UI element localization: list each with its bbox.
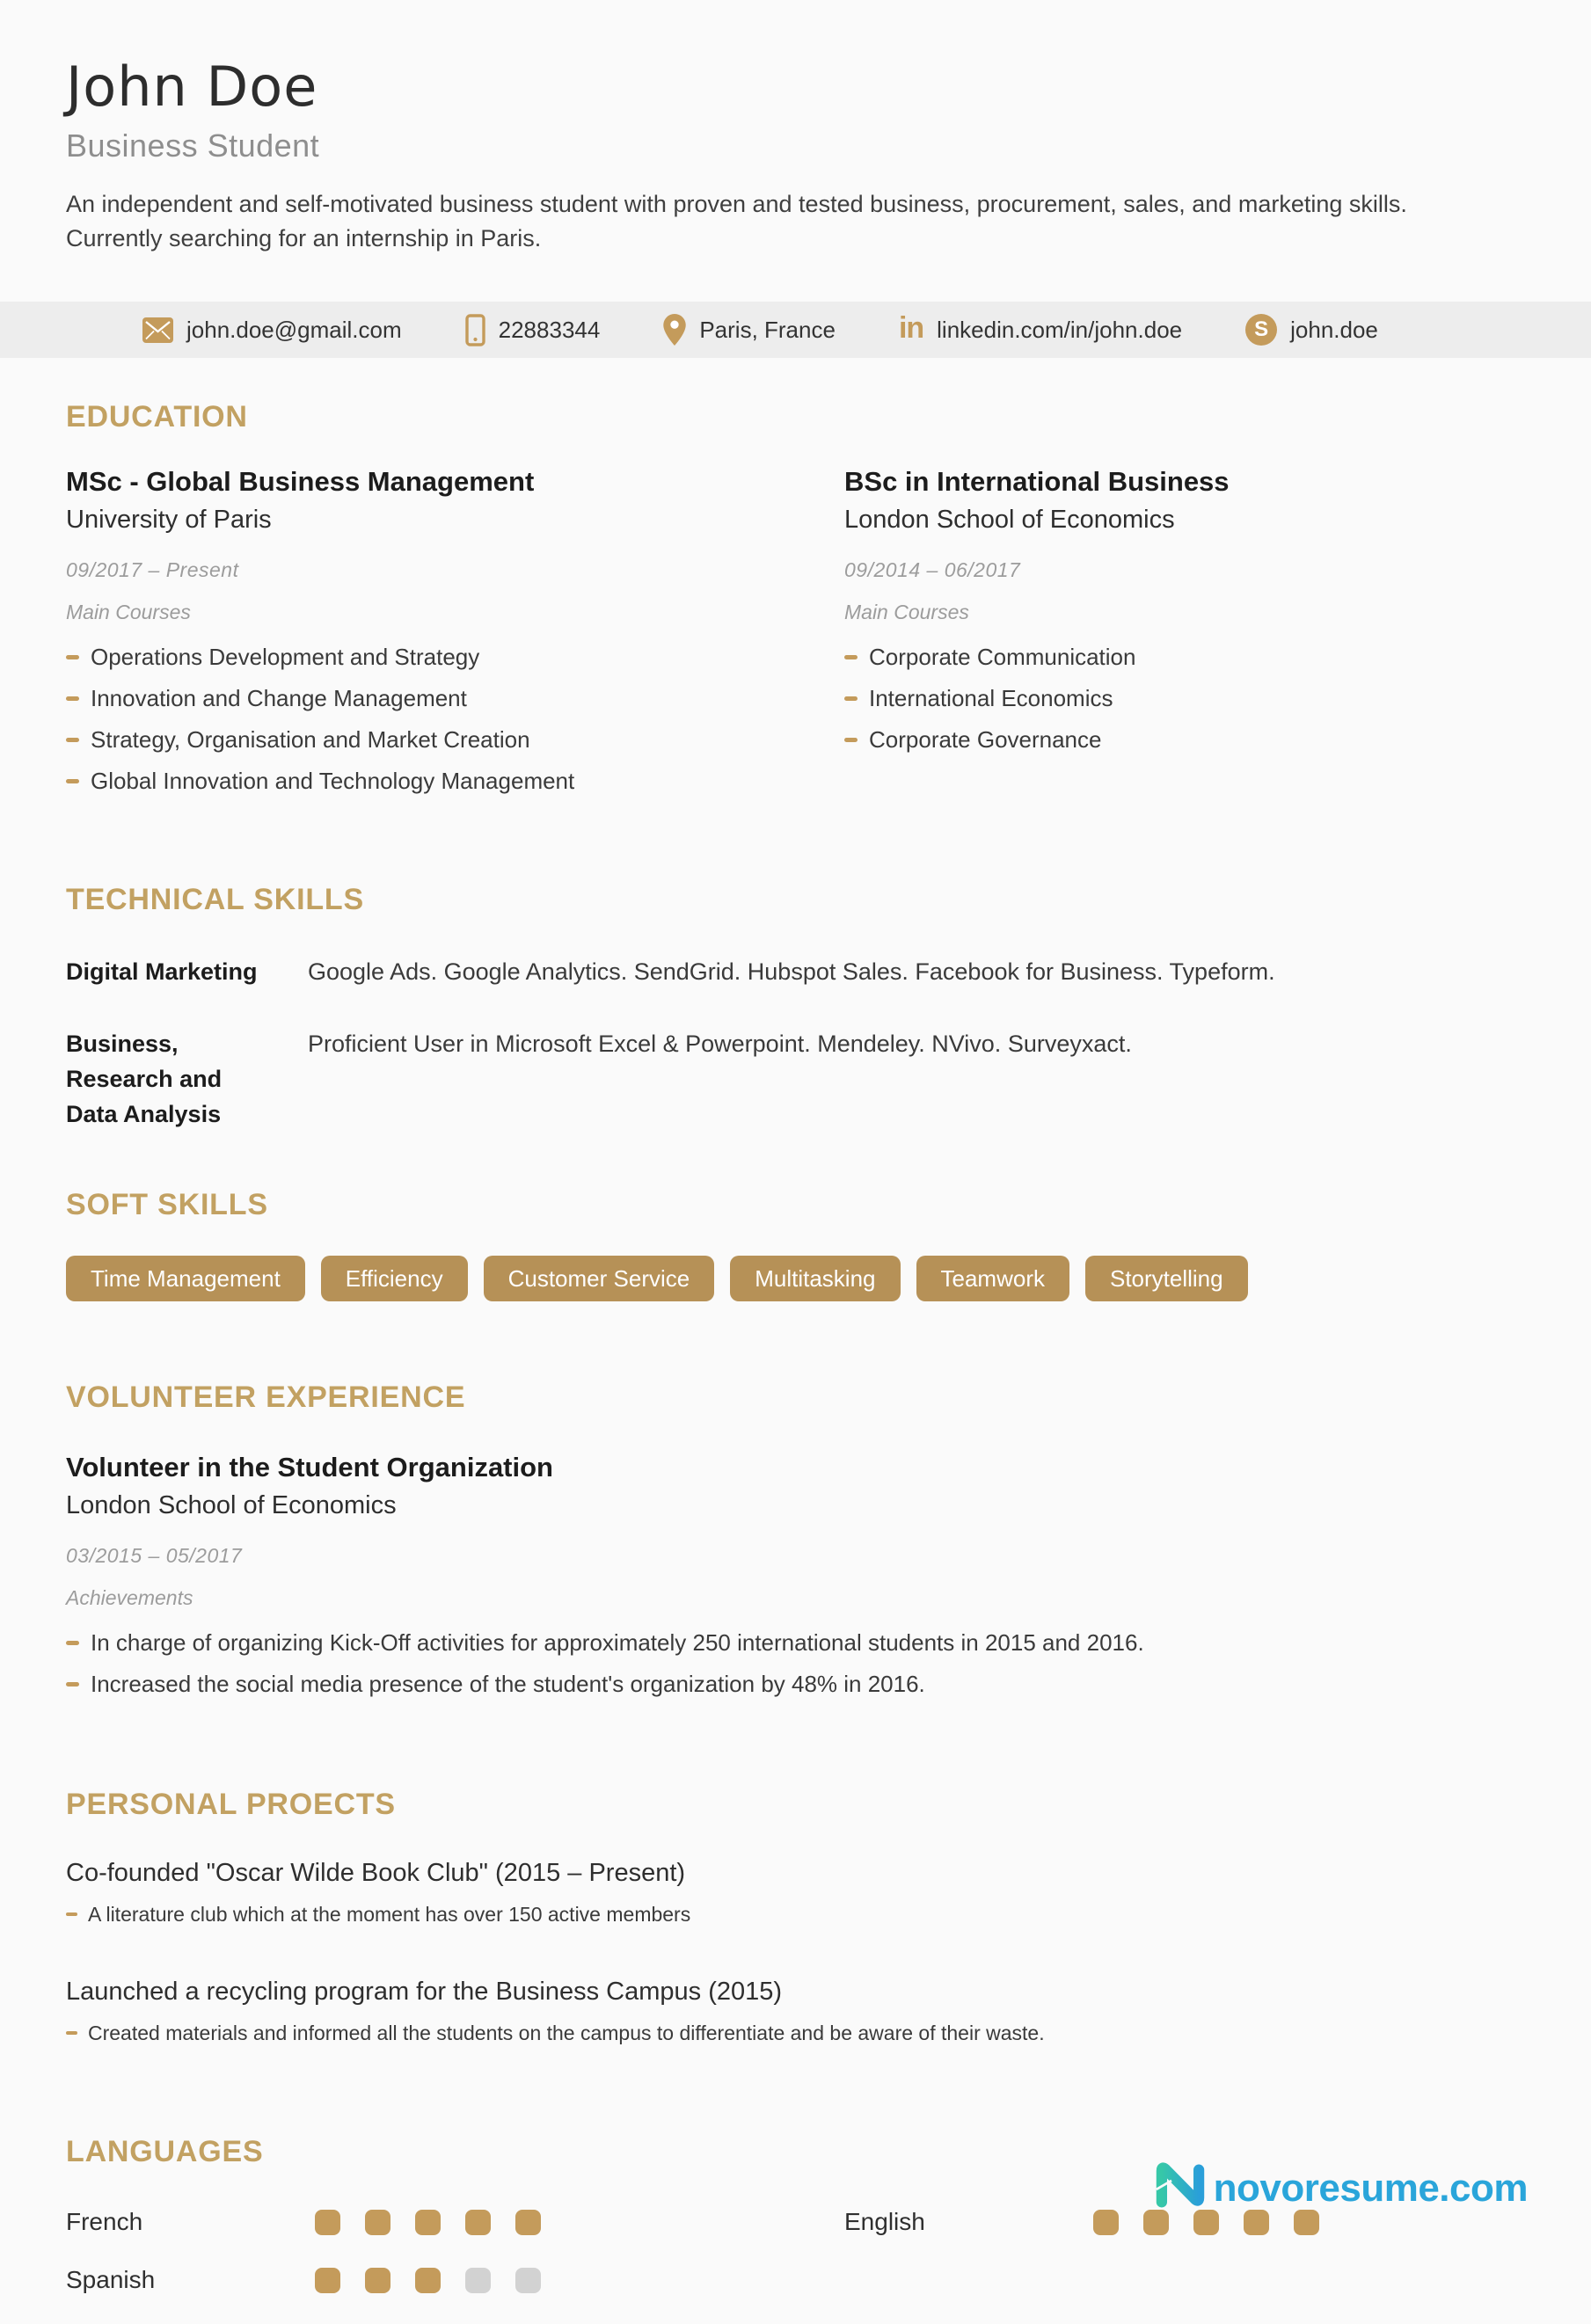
job-title: Business Student — [66, 127, 320, 164]
contact-item-location[interactable] — [663, 314, 836, 346]
dash-bullet-icon — [66, 1641, 79, 1645]
level-square — [1193, 2210, 1219, 2235]
level-square — [365, 2268, 390, 2293]
dash-bullet-icon — [66, 1912, 77, 1916]
course-item: Innovation and Change Management — [66, 678, 844, 719]
soft-skill-tag: Customer Service — [484, 1256, 715, 1301]
education-entry — [844, 466, 1525, 802]
languages-left-column — [66, 2208, 844, 2324]
contact-item-phone[interactable] — [465, 314, 601, 346]
level-square — [415, 2268, 441, 2293]
course-item: Strategy, Organisation and Market Creation — [66, 719, 844, 761]
language-level-indicator — [315, 2268, 541, 2293]
education-entry — [66, 466, 844, 802]
level-square — [1244, 2210, 1269, 2235]
dash-bullet-icon — [66, 738, 79, 742]
skill-value: Google Ads. Google Analytics. SendGrid. Hubspot Sales. Facebook for Business. Typeform. — [308, 958, 1275, 986]
school-name: University of Paris — [66, 506, 272, 535]
level-square — [515, 2210, 541, 2235]
section-technical-skills — [66, 883, 1525, 1132]
section-personal-projects — [66, 1788, 1525, 2049]
project-bullet: A literature club which at the moment has over 150 active members — [66, 1898, 1525, 1930]
dash-bullet-icon — [66, 779, 79, 783]
email-icon — [142, 317, 173, 343]
volunteer-section-title: VOLUNTEER EXPERIENCE — [66, 1381, 466, 1415]
soft-skill-tag: Multitasking — [730, 1256, 900, 1301]
technical-skills-section-title: TECHNICAL SKILLS — [66, 883, 364, 917]
skill-row — [66, 1026, 1525, 1132]
dash-bullet-icon — [844, 738, 858, 742]
achievement-item: Increased the social media presence of the student's organization by 48% in 2016. — [66, 1664, 1525, 1705]
courses-label: Main Courses — [844, 601, 969, 624]
course-item: Corporate Communication — [844, 637, 1525, 678]
summary-text: An independent and self-motivated business student with proven and tested business, procurement, sales, and marketing skills. Currently searching for an internship in Paris. — [66, 191, 1407, 252]
contact-skype-text: john.doe — [1290, 316, 1378, 343]
dash-bullet-icon — [66, 696, 79, 701]
volunteer-date-range: 03/2015 – 05/2017 — [66, 1544, 243, 1568]
level-square — [1093, 2210, 1119, 2235]
header — [0, 0, 1591, 256]
language-row — [66, 2208, 844, 2236]
skill-row — [66, 954, 1525, 989]
course-item: Operations Development and Strategy — [66, 637, 844, 678]
contact-phone-text: 22883344 — [498, 316, 601, 343]
person-name: John Doe — [66, 55, 318, 119]
volunteer-organization: London School of Economics — [66, 1491, 397, 1520]
novoresume-logo-text: novoresume.com — [1213, 2166, 1528, 2210]
project-entry — [66, 1978, 1525, 2049]
phone-icon — [465, 314, 485, 346]
contact-location-text: Paris, France — [699, 316, 836, 343]
soft-skills-section-title: SOFT SKILLS — [66, 1188, 268, 1222]
volunteer-role-title: Volunteer in the Student Organization — [66, 1452, 553, 1483]
soft-skill-tag: Efficiency — [321, 1256, 468, 1301]
level-square — [415, 2210, 441, 2235]
language-row — [844, 2208, 1525, 2236]
achievement-item: In charge of organizing Kick-Off activities for approximately 250 international students in 2015 and 2016. — [66, 1622, 1525, 1664]
level-square — [1143, 2210, 1169, 2235]
dash-bullet-icon — [844, 655, 858, 659]
achievements-label: Achievements — [66, 1586, 193, 1610]
contact-item-linkedin[interactable] — [899, 313, 1182, 346]
project-entry — [66, 1859, 1525, 1930]
project-title: Launched a recycling program for the Business Campus (2015) — [66, 1978, 783, 2007]
section-soft-skills — [66, 1188, 1525, 1301]
contact-item-skype[interactable] — [1245, 314, 1378, 346]
language-name: English — [844, 2208, 925, 2236]
course-item: Corporate Governance — [844, 719, 1525, 761]
date-range: 09/2017 – Present — [66, 558, 239, 582]
novoresume-logo[interactable] — [1156, 2164, 1528, 2212]
course-item: International Economics — [844, 678, 1525, 719]
section-volunteer-experience — [66, 1381, 1525, 1705]
skill-label: Business, Research and Data Analysis — [66, 1031, 223, 1128]
skill-label: Digital Marketing — [66, 958, 258, 986]
course-item: Global Innovation and Technology Management — [66, 761, 844, 802]
school-name: London School of Economics — [844, 506, 1175, 535]
level-square — [465, 2268, 491, 2293]
novoresume-logo-icon — [1156, 2164, 1205, 2212]
degree-title: BSc in International Business — [844, 466, 1230, 498]
resume-body — [0, 400, 1591, 2324]
linkedin-icon: in — [898, 311, 924, 346]
soft-skill-tag: Time Management — [66, 1256, 305, 1301]
level-square — [1294, 2210, 1319, 2235]
dash-bullet-icon — [844, 696, 858, 701]
level-square — [465, 2210, 491, 2235]
degree-title: MSc - Global Business Management — [66, 466, 535, 498]
dash-bullet-icon — [66, 2031, 77, 2035]
skype-icon: S — [1245, 314, 1277, 346]
courses-label: Main Courses — [66, 601, 191, 624]
soft-skill-tag: Storytelling — [1085, 1256, 1248, 1301]
date-range: 09/2014 – 06/2017 — [844, 558, 1021, 582]
language-name: Spanish — [66, 2266, 156, 2294]
language-level-indicator — [315, 2210, 541, 2235]
level-square — [515, 2268, 541, 2293]
level-square — [315, 2268, 340, 2293]
dash-bullet-icon — [66, 1682, 79, 1687]
location-pin-icon — [663, 314, 686, 346]
language-level-indicator — [1093, 2210, 1319, 2235]
contact-linkedin-text: linkedin.com/in/john.doe — [937, 316, 1183, 343]
language-row — [66, 2266, 844, 2294]
dash-bullet-icon — [66, 655, 79, 659]
contact-item-email[interactable] — [142, 317, 402, 344]
languages-section-title: LANGUAGES — [66, 2135, 264, 2169]
language-name: French — [66, 2208, 143, 2236]
skill-value: Proficient User in Microsoft Excel & Powerpoint. Mendeley. NVivo. Surveyxact. — [308, 1031, 1132, 1058]
level-square — [315, 2210, 340, 2235]
section-education — [66, 400, 1525, 802]
project-title: Co-founded "Oscar Wilde Book Club" (2015 – Present) — [66, 1859, 686, 1888]
contact-email-text: john.doe@gmail.com — [186, 316, 402, 343]
contact-bar — [0, 302, 1591, 358]
education-section-title: EDUCATION — [66, 400, 248, 434]
soft-skill-tag: Teamwork — [916, 1256, 1069, 1301]
project-bullet: Created materials and informed all the students on the campus to differentiate and be aware of their waste. — [66, 2017, 1525, 2049]
languages-right-column — [844, 2208, 1525, 2324]
level-square — [365, 2210, 390, 2235]
projects-section-title: PERSONAL PROECTS — [66, 1788, 396, 1822]
